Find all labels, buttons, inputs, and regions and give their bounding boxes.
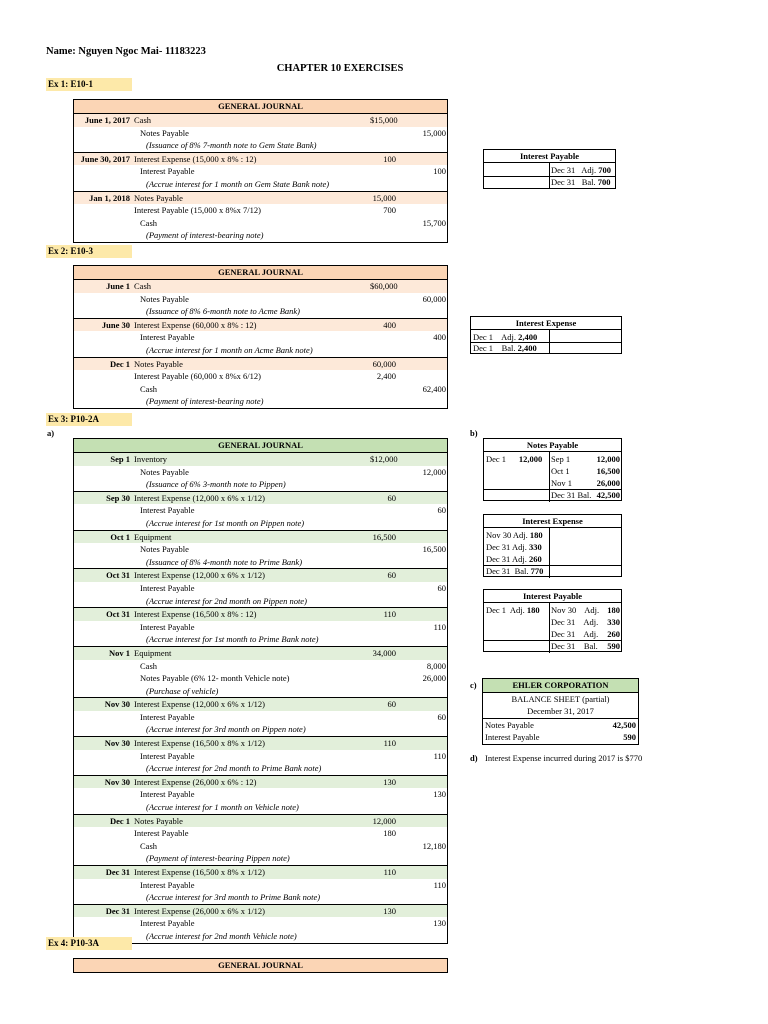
entry-date: Nov 30 — [104, 738, 130, 749]
page-title: CHAPTER 10 EXERCISES — [276, 63, 404, 74]
journal-title: GENERAL JOURNAL — [74, 100, 447, 114]
account-title: Notes Payable — [134, 815, 183, 826]
journal-row — [74, 697, 447, 711]
credit-amount: 8,000 — [426, 660, 446, 671]
journal-row — [74, 191, 447, 205]
company-name: EHLER CORPORATION — [483, 679, 638, 693]
entry-explanation: (Issuance of 6% 3-month note to Pippen) — [146, 479, 286, 490]
journal-row — [74, 852, 447, 865]
credit-amount: 110 — [433, 621, 446, 632]
account-title: Equipment — [134, 647, 172, 658]
journal-row — [74, 582, 447, 595]
journal-row — [74, 178, 447, 191]
journal-row — [74, 229, 447, 242]
journal-row — [74, 217, 447, 230]
journal-row — [74, 344, 447, 357]
journal-row — [74, 633, 447, 646]
journal-row — [74, 543, 447, 556]
ex3-interest-payable-taccount — [483, 589, 622, 652]
account-title: Interest Payable — [140, 711, 195, 722]
taccount-debit-1: Dec 1 Adj. 180 — [486, 605, 540, 615]
journal-row — [74, 736, 447, 750]
debit-amount: 400 — [383, 319, 396, 330]
debit-amount: 110 — [383, 609, 396, 620]
part-b-label: b) — [470, 428, 478, 438]
ex1-label: Ex 1: E10-1 — [46, 78, 132, 91]
journal-row — [74, 127, 447, 140]
taccount-credit-1: Nov 30 Adj. 180 — [551, 605, 620, 615]
account-title: Interest Expense (12,000 x 6% x 1/12) — [134, 492, 266, 503]
journal-row — [74, 865, 447, 879]
credit-amount: 130 — [433, 789, 446, 800]
journal-row — [74, 607, 447, 621]
entry-explanation: (Accrue interest for 1 month on Acme Bank note) — [146, 344, 313, 355]
entry-explanation: (Purchase of vehicle) — [146, 685, 219, 696]
entry-explanation: (Issuance of 8% 6-month note to Acme Bank) — [146, 306, 300, 317]
entry-date: June 1 — [106, 281, 130, 291]
statement-title: BALANCE SHEET (partial) — [511, 693, 610, 704]
taccount-credit-2: Oct 1 16,500 — [551, 466, 620, 476]
journal-row — [74, 801, 447, 814]
journal-row — [74, 530, 447, 544]
account-title: Interest Payable (15,000 x 8%x 7/12) — [134, 205, 261, 216]
journal-title: GENERAL JOURNAL — [74, 266, 447, 280]
journal-body — [74, 453, 447, 943]
taccount-debit-1: Nov 30 Adj. 180 — [486, 530, 543, 540]
credit-amount: 400 — [433, 332, 446, 343]
account-title: Interest Payable — [140, 166, 195, 177]
journal-row — [74, 331, 447, 344]
entry-explanation: (Accrue interest for 1 month on Vehicle note) — [146, 802, 299, 813]
account-title: Interest Payable — [140, 621, 195, 632]
entry-explanation: (Accrue interest for 3rd month to Prime Bank note) — [146, 892, 321, 903]
journal-row — [74, 775, 447, 789]
account-title: Interest Payable — [140, 582, 195, 593]
journal-row — [74, 879, 447, 892]
taccount-balance: Dec 31 Bal. 770 — [486, 566, 544, 576]
account-title: Interest Payable — [134, 828, 189, 839]
journal-row — [74, 395, 447, 408]
entry-date: Oct 31 — [106, 570, 130, 581]
entry-date: Dec 1 — [109, 815, 130, 826]
entry-date: Dec 31 — [105, 867, 130, 877]
balance-sheet — [482, 678, 639, 745]
account-title: Notes Payable — [140, 293, 189, 304]
ex3-journal — [73, 438, 448, 944]
credit-amount: 60 — [437, 505, 446, 516]
entry-date: June 30 — [101, 319, 130, 330]
credit-amount: 60,000 — [422, 293, 446, 304]
debit-amount: 60 — [387, 570, 396, 581]
journal-row — [74, 840, 447, 853]
account-title: Notes Payable — [140, 544, 189, 555]
entry-date: Jan 1, 2018 — [89, 192, 130, 203]
ex2-interest-expense-taccount — [470, 316, 622, 354]
credit-amount: 60 — [437, 582, 446, 593]
credit-amount: 130 — [433, 918, 446, 929]
taccount-title: Interest Expense — [471, 317, 621, 330]
entry-date: Oct 1 — [110, 531, 130, 542]
debit-amount: 12,000 — [372, 815, 396, 826]
journal-row — [74, 904, 447, 918]
taccount-debit-1: Dec 1 Adj. 2,400 — [473, 332, 538, 342]
ex1-journal — [73, 99, 448, 243]
debit-amount: 60 — [387, 699, 396, 710]
credit-amount: 12,000 — [422, 466, 446, 477]
journal-row — [74, 814, 447, 828]
account-title: Cash — [140, 217, 157, 228]
account-title: Interest Payable — [140, 879, 195, 890]
entry-explanation: (Payment of interest-bearing note) — [146, 230, 264, 241]
journal-row — [74, 723, 447, 736]
taccount-debit-2: Dec 31 Adj. 330 — [486, 542, 542, 552]
credit-amount: 15,700 — [422, 217, 446, 228]
taccount-debit-3: Dec 31 Adj. 260 — [486, 554, 542, 564]
account-title: Interest Expense (60,000 x 8% : 12) — [134, 319, 257, 330]
entry-date: June 30, 2017 — [80, 153, 130, 164]
debit-amount: $60,000 — [370, 281, 398, 291]
entry-date: Dec 31 — [105, 905, 130, 916]
entry-date: June 1, 2017 — [84, 115, 130, 125]
debit-amount: 100 — [383, 153, 396, 164]
journal-row — [74, 621, 447, 634]
balance-line-notes-payable: Notes Payable 42,500 — [485, 719, 636, 730]
credit-amount: 62,400 — [422, 383, 446, 394]
journal-row — [74, 891, 447, 904]
ex1-interest-payable-taccount — [483, 149, 616, 189]
entry-explanation: (Issuance of 8% 7-month note to Gem State Bank) — [146, 140, 317, 151]
account-title: Interest Payable — [140, 918, 195, 929]
journal-row — [74, 646, 447, 660]
journal-row — [74, 478, 447, 491]
account-title: Notes Payable — [134, 192, 183, 203]
ex3-interest-expense-taccount — [483, 514, 622, 577]
entry-explanation: (Payment of interest-bearing note) — [146, 396, 264, 407]
debit-amount: 110 — [383, 738, 396, 749]
entry-explanation: (Accrue interest for 1st month to Prime Bank note) — [146, 634, 319, 645]
journal-row — [74, 152, 447, 166]
account-title: Interest Payable — [140, 789, 195, 800]
journal-row — [74, 827, 447, 840]
part-a-label: a) — [47, 428, 55, 438]
journal-row — [74, 293, 447, 306]
taccount-balance: Dec 31 Bal. 590 — [551, 641, 620, 651]
balance-line-interest-payable: Interest Payable 590 — [485, 732, 636, 742]
account-title: Notes Payable — [140, 466, 189, 477]
ex2-label: Ex 2: E10-3 — [46, 245, 132, 258]
debit-amount: 180 — [383, 828, 396, 839]
journal-row — [74, 280, 447, 293]
debit-amount: 110 — [383, 867, 396, 877]
credit-amount: 60 — [437, 711, 446, 722]
ex4-journal — [73, 958, 448, 973]
journal-row — [74, 568, 447, 582]
taccount-title: Interest Payable — [484, 150, 615, 163]
entry-explanation: (Accrue interest for 1st month on Pippen note) — [146, 517, 305, 528]
journal-row — [74, 165, 447, 178]
journal-row — [74, 660, 447, 673]
account-title: Interest Expense (26,000 x 6% x 1/12) — [134, 905, 266, 916]
account-title: Interest Expense (16,500 x 8% x 1/12) — [134, 867, 266, 877]
ex3-label: Ex 3: P10-2A — [46, 413, 132, 426]
journal-body — [74, 114, 447, 242]
journal-row — [74, 453, 447, 466]
account-title: Cash — [140, 383, 157, 394]
journal-row — [74, 139, 447, 152]
debit-amount: 130 — [383, 905, 396, 916]
journal-title: GENERAL JOURNAL — [74, 439, 447, 453]
journal-row — [74, 114, 447, 127]
account-title: Inventory — [134, 454, 168, 464]
debit-amount: 34,000 — [372, 647, 396, 658]
account-title: Notes Payable — [140, 127, 189, 138]
part-d-label: d) — [470, 753, 478, 763]
journal-row — [74, 504, 447, 517]
journal-row — [74, 370, 447, 383]
answer-d: Interest Expense incurred during 2017 is $770 — [485, 753, 643, 763]
journal-row — [74, 595, 447, 608]
taccount-credit-3: Dec 31 Adj. 260 — [551, 629, 620, 639]
journal-row — [74, 357, 447, 371]
journal-row — [74, 762, 447, 775]
ex4-label: Ex 4: P10-3A — [46, 937, 132, 950]
ex3-notes-payable-taccount — [483, 438, 622, 501]
journal-row — [74, 917, 447, 930]
entry-explanation: (Accrue interest for 1 month on Gem State Bank note) — [146, 178, 330, 189]
entry-explanation: (Accrue interest for 3rd month on Pippen note) — [146, 724, 306, 735]
debit-amount: 15,000 — [372, 192, 396, 203]
entry-explanation: (Accrue interest for 2nd month Vehicle note) — [146, 930, 297, 941]
account-title: Interest Payable — [140, 505, 195, 516]
part-c-label: c) — [470, 680, 477, 690]
debit-amount: 700 — [383, 205, 396, 216]
entry-date: Nov 30 — [104, 699, 130, 710]
journal-row — [74, 318, 447, 332]
taccount-balance: Dec 1 Bal. 2,400 — [473, 343, 537, 353]
taccount-balance: Dec 31 Bal. 700 — [551, 177, 611, 187]
credit-amount: 110 — [433, 750, 446, 761]
debit-amount: 60 — [387, 492, 396, 503]
account-title: Interest Expense (12,000 x 6% x 1/12) — [134, 570, 266, 581]
entry-explanation: (Payment of interest-bearing Pippen note) — [146, 853, 290, 864]
taccount-credit-1: Dec 31 Adj. 700 — [551, 165, 611, 175]
taccount-credit-3: Nov 1 26,000 — [551, 478, 620, 488]
account-title: Cash — [134, 115, 151, 125]
credit-amount: 100 — [433, 166, 446, 177]
account-title: Interest Payable — [140, 750, 195, 761]
credit-amount: 26,000 — [422, 673, 446, 684]
account-title: Interest Payable — [140, 332, 195, 343]
debit-amount: 16,500 — [372, 531, 396, 542]
entry-explanation: (Accrue interest for 2nd month to Prime Bank note) — [146, 763, 322, 774]
journal-row — [74, 672, 447, 685]
account-title: Cash — [140, 660, 157, 671]
account-title: Cash — [134, 281, 151, 291]
credit-amount: 15,000 — [422, 127, 446, 138]
journal-title: GENERAL JOURNAL — [74, 959, 447, 972]
entry-date: Nov 30 — [104, 776, 130, 787]
account-title: Notes Payable — [134, 358, 183, 369]
journal-row — [74, 750, 447, 763]
account-title: Interest Expense (16,500 x 8% : 12) — [134, 609, 257, 620]
journal-row — [74, 711, 447, 724]
journal-row — [74, 383, 447, 396]
account-title: Interest Payable (60,000 x 8%x 6/12) — [134, 371, 261, 382]
journal-row — [74, 466, 447, 479]
entry-date: Sep 30 — [106, 492, 130, 503]
account-title: Interest Expense (15,000 x 8% : 12) — [134, 153, 257, 164]
debit-amount: 60,000 — [372, 358, 396, 369]
journal-body — [74, 280, 447, 408]
student-name: Name: Nguyen Ngoc Mai- 11183223 — [46, 46, 206, 57]
account-title: Cash — [140, 840, 157, 851]
debit-amount: $15,000 — [370, 115, 398, 125]
credit-amount: 16,500 — [422, 544, 446, 555]
taccount-title: Interest Payable — [484, 590, 621, 603]
statement-date: December 31, 2017 — [483, 705, 638, 719]
debit-amount: $12,000 — [370, 454, 398, 464]
taccount-debit-1: Dec 1 12,000 — [486, 454, 543, 464]
journal-row — [74, 685, 447, 698]
ex2-journal — [73, 265, 448, 409]
debit-amount: 130 — [383, 776, 396, 787]
taccount-credit-1: Sep 1 12,000 — [551, 454, 620, 464]
account-title: Interest Expense (26,000 x 6% : 12) — [134, 776, 257, 787]
taccount-credit-2: Dec 31 Adj. 330 — [551, 617, 620, 627]
entry-explanation: (Issuance of 8% 4-month note to Prime Bank) — [146, 556, 303, 567]
taccount-balance: Dec 31 Bal. 42,500 — [551, 490, 620, 500]
entry-date: Sep 1 — [110, 454, 130, 464]
account-title: Notes Payable (6% 12- month Vehicle note) — [140, 673, 290, 684]
account-title: Interest Expense (12,000 x 6% x 1/12) — [134, 699, 266, 710]
debit-amount: 2,400 — [376, 371, 396, 382]
credit-amount: 110 — [433, 879, 446, 890]
journal-row — [74, 788, 447, 801]
account-title: Equipment — [134, 531, 172, 542]
journal-row — [74, 517, 447, 530]
account-title: Interest Expense (16,500 x 8% x 1/12) — [134, 738, 266, 749]
entry-explanation: (Accrue interest for 2nd month on Pippen note) — [146, 595, 307, 606]
taccount-title: Interest Expense — [484, 515, 621, 528]
credit-amount: 12,180 — [422, 840, 446, 851]
journal-row — [74, 491, 447, 505]
entry-date: Dec 1 — [109, 358, 130, 369]
entry-date: Oct 31 — [106, 609, 130, 620]
journal-row — [74, 556, 447, 569]
journal-row — [74, 305, 447, 318]
entry-date: Nov 1 — [108, 647, 130, 658]
taccount-title: Notes Payable — [484, 439, 621, 452]
journal-row — [74, 204, 447, 217]
